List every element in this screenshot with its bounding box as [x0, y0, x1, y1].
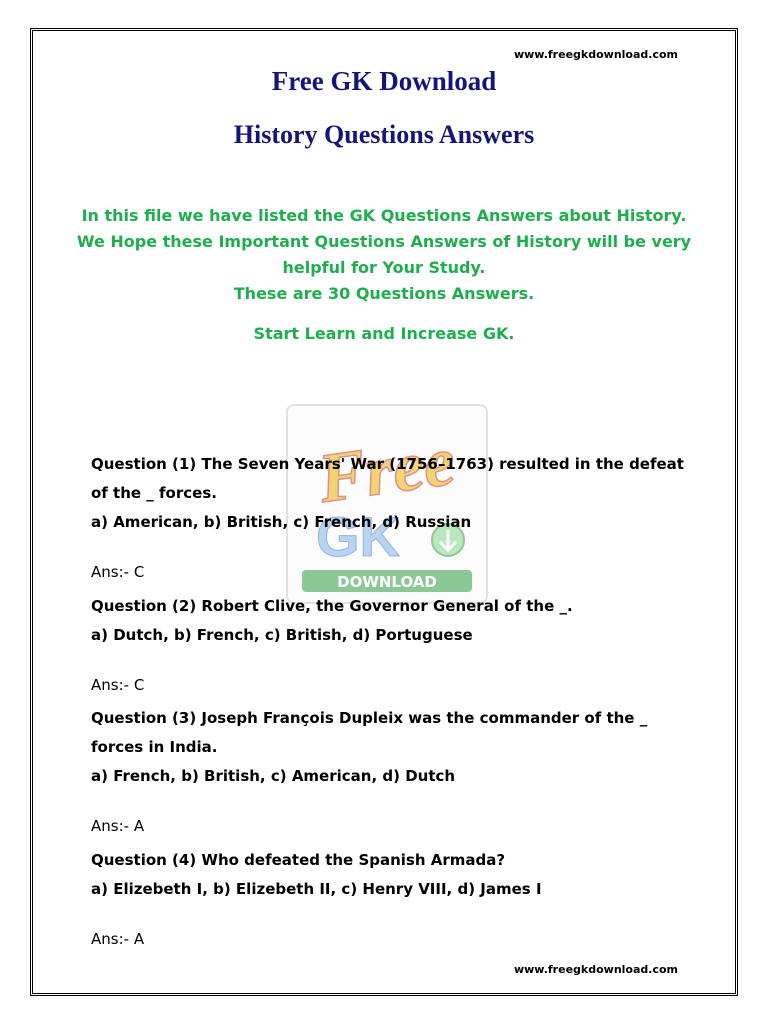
question-options: a) French, b) British, c) American, d) Dutch: [91, 767, 456, 785]
question-text: Question (1) The Seven Years' War (1756–1763) resulted in the defeat: [91, 455, 684, 473]
question-block-2: [91, 592, 691, 694]
question-block-4: [91, 846, 691, 948]
answer: Ans:- A: [91, 930, 145, 948]
intro-line-4: These are 30 Questions Answers.: [233, 284, 535, 303]
intro-line-2: We Hope these Important Questions Answers of History will be very: [76, 232, 692, 251]
intro-line-1: In this file we have listed the GK Questions Answers about History.: [81, 206, 687, 225]
question-block-1: [91, 450, 691, 581]
header-url[interactable]: www.freegkdownload.com: [513, 48, 678, 61]
question-text-cont: forces in India.: [91, 738, 218, 756]
intro-cta: Start Learn and Increase GK.: [253, 324, 515, 343]
question-text-cont: of the _ forces.: [91, 484, 217, 502]
page-subtitle: History Questions Answers: [233, 120, 535, 149]
logo-word-free: Free: [313, 422, 460, 518]
answer: Ans:- C: [91, 563, 145, 581]
intro-text: [60, 203, 708, 347]
logo-word-gk: GK: [316, 505, 400, 568]
question-text: Question (2) Robert Clive, the Governor General of the _.: [91, 597, 573, 615]
answer: Ans:- A: [91, 817, 145, 835]
footer-url[interactable]: www.freegkdownload.com: [513, 963, 678, 976]
answer: Ans:- C: [91, 676, 145, 694]
question-options: a) Elizebeth I, b) Elizebeth II, c) Henry VIII, d) James I: [91, 880, 542, 898]
question-text: Question (4) Who defeated the Spanish Armada?: [91, 851, 506, 869]
intro-line-3: helpful for Your Study.: [282, 258, 486, 277]
question-text: Question (3) Joseph François Dupleix was the commander of the _: [91, 709, 648, 727]
question-options: a) Dutch, b) French, c) British, d) Portuguese: [91, 626, 473, 644]
question-options: a) American, b) British, c) French, d) Russian: [91, 513, 472, 531]
logo-word-download: DOWNLOAD: [337, 573, 437, 591]
question-block-3: [91, 704, 691, 835]
page-title: Free GK Download: [271, 66, 497, 96]
